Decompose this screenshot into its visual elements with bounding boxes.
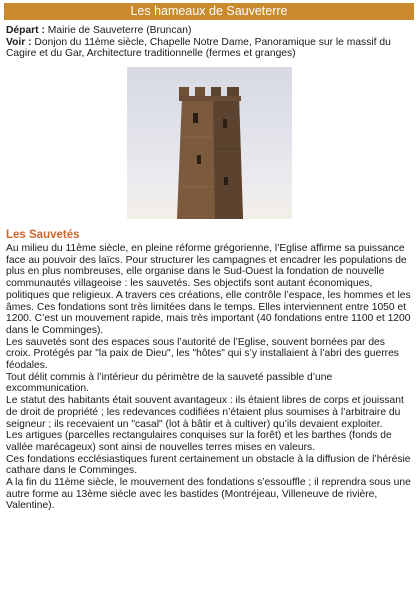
voir-line	[6, 37, 410, 60]
depart-value: Mairie de Sauveterre (Bruncan)	[44, 25, 192, 36]
article-body	[6, 243, 412, 512]
paragraph: Le statut des habitants était souvent avantageux : ils étaient libres de corps et jouissant de droit de propriété ; les redevances codifiées n’étaient plus soumises à l’arbitraire du seigneur ; ils recevaient un "casal" (lot à bâtir et à cultiver) qu’ils devaient exploiter.	[6, 395, 404, 430]
title-banner	[4, 3, 414, 20]
paragraph: Au milieu du 11ème siècle, en pleine réforme grégorienne, l’Eglise affirme sa puissance face au pouvoir des laïcs. Pour structurer les campagnes et encadrer les populations de plus en plus nombreuses, elle organise dans le Sud-Ouest la fondation de nouvelle communautés villageoise : les sauvetés. Ses objectifs sont autant économiques, politiques que religieux. A travers ces créations, elle contrôle l’espace, les hommes et les âmes. Ces fondations sont très limitées dans le temps. Elles interviennent entre 1050 et 1200. C’est un mouvement rapide, mais très important (40 fondations entre 1100 et 1200 dans le Comminges).	[6, 243, 411, 336]
paragraph: Les artigues (parcelles rectangulaires conquises sur la forêt) et les barthes (fonds de vallée marécageux) sont ainsi de nouvelles terres mises en valeurs.	[6, 430, 392, 453]
paragraph: Ces fondations ecclésiastiques furent certainement un obstacle à la diffusion de l’hérésie cathare dans le Comminges.	[6, 453, 411, 477]
section-title: Les Sauvetés	[6, 229, 80, 241]
info-block	[6, 25, 410, 60]
paragraph: Tout délit commis à l’intérieur du périmètre de la sauveté passible d’une excommunication.	[6, 371, 333, 395]
tower-illustration	[127, 67, 292, 219]
paragraph: Les sauvetés sont des espaces sous l’autorité de l’Eglise, souvent bornées par des croix. Protégés par "la paix de Dieu", les "hôtes" qui s’y installaient à l’abri des guerres féodales.	[6, 336, 399, 372]
paragraph: A la fin du 11ème siècle, le mouvement des fondations s’essouffle ; il reprendra sous une autre forme au 13ème siècle avec les bastides (Montréjeau, Villeneuve de rivière, Valentine).	[6, 477, 411, 512]
voir-value: Donjon du 11ème siècle, Chapelle Notre Dame, Panoramique sur le massif du Cagire et du Gar, Architecture traditionnelle (fermes et granges)	[6, 36, 391, 60]
depart-line	[6, 25, 410, 37]
tower-photo	[127, 67, 292, 219]
banner-title: Les hameaux de Sauveterre	[130, 4, 288, 18]
depart-label: Départ :	[6, 25, 45, 36]
voir-label: Voir :	[6, 36, 32, 48]
